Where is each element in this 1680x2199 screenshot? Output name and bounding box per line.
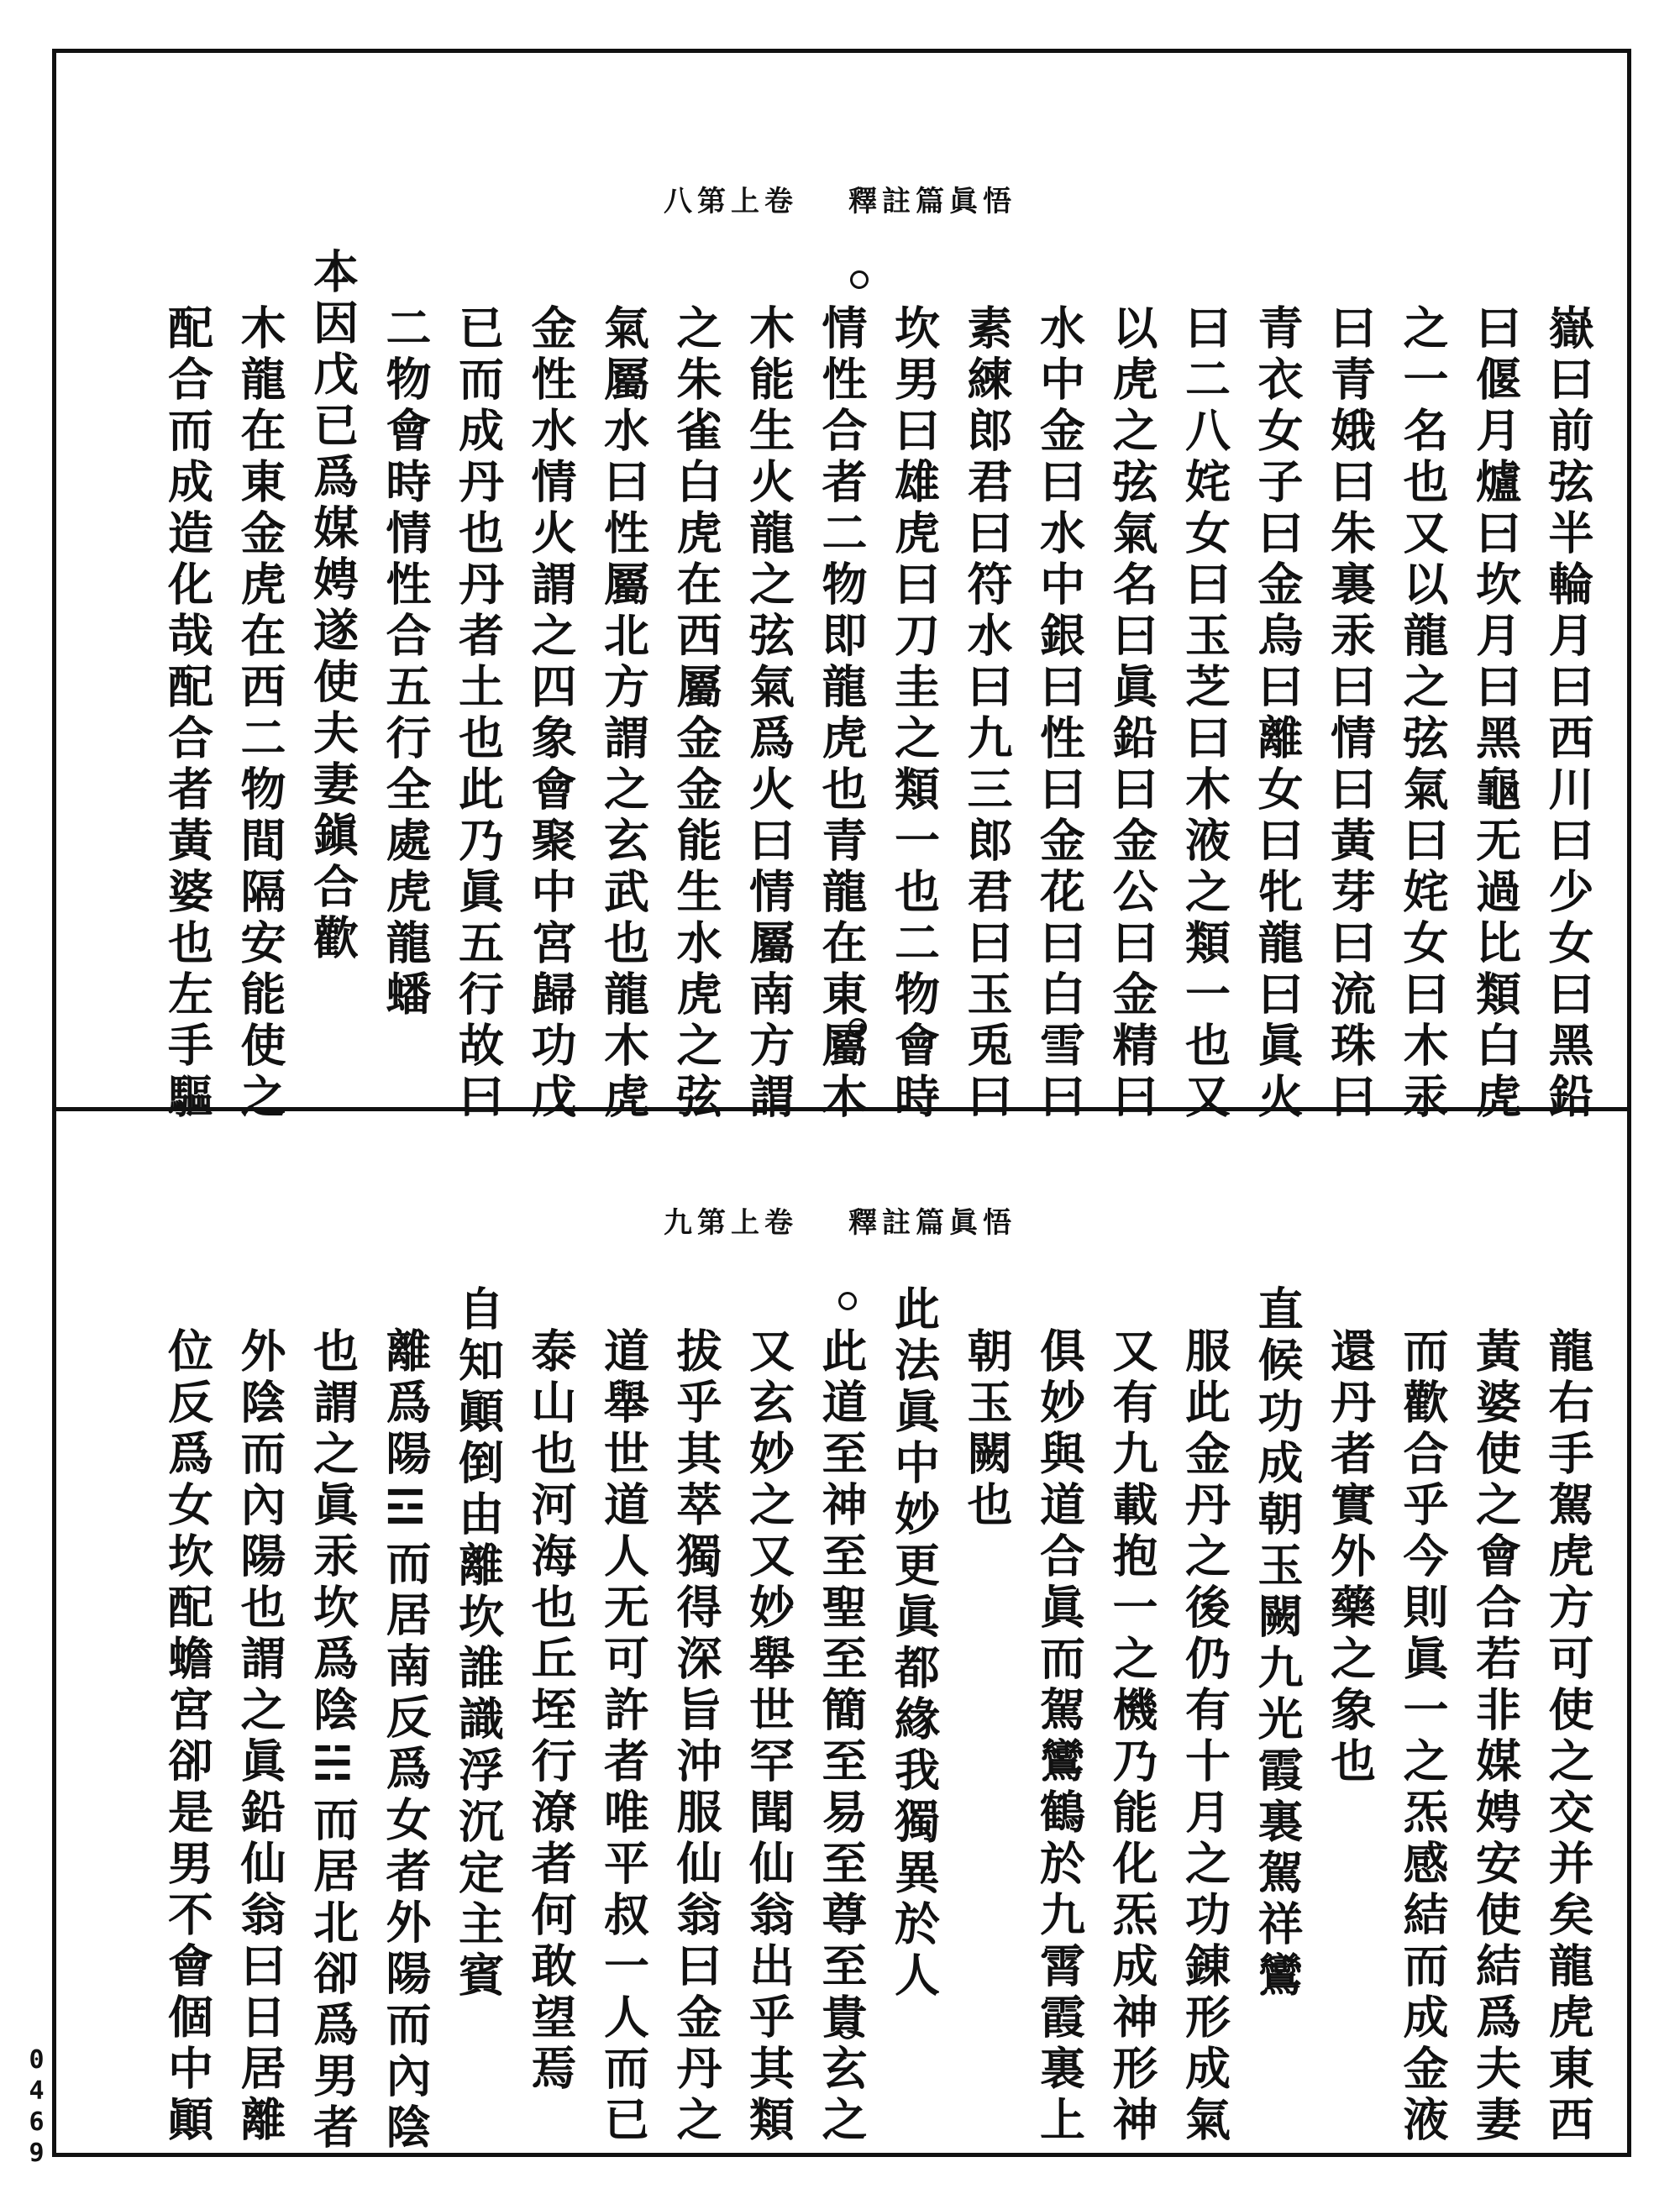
bottom-text-column: 此法眞中妙更眞都緣我獨異於人 — [887, 1285, 942, 2002]
annotation-circle — [838, 2021, 857, 2039]
bottom-text-column: 龍右手駕虎方可使之交并矣龍虎東西 — [1541, 1327, 1595, 2147]
bottom-text-column: 離爲陽☲而居南反爲女者外陽而內陰 — [379, 1327, 433, 2154]
top-header-volume: 八第上卷 — [664, 185, 798, 218]
bottom-header-volume: 九第上卷 — [664, 1206, 798, 1240]
top-text-column: 曰青娥曰朱裏汞曰情曰黃芽曰流珠曰 — [1323, 304, 1378, 1124]
bottom-text-column: 俱妙與道合眞而駕鸞鶴於九霄霞裏上 — [1032, 1327, 1087, 2147]
bottom-text-column: 此道至神至聖至簡至易至尊至貴玄之 — [815, 1327, 869, 2147]
bottom-text-column: 外陰而內陽也謂之眞鉛仙翁曰日居離 — [234, 1327, 287, 2147]
bottom-text-column: 又玄妙之又妙舉世罕聞仙翁出乎其類 — [742, 1327, 796, 2147]
top-running-header — [0, 178, 1680, 219]
top-text-column: 嶽曰前弦半輪月曰西川曰少女曰黑鉛 — [1541, 304, 1595, 1124]
page-number: 0469 — [22, 2045, 51, 2170]
top-text-column: 曰二八姹女曰玉芝曰木液之類一也又 — [1178, 304, 1232, 1124]
annotation-circle — [838, 1292, 857, 1310]
top-text-column: 青衣女子曰金烏曰離女曰牝龍曰眞火 — [1251, 304, 1305, 1124]
top-text-column: 之朱雀白虎在西屬金金能生水虎之弦 — [669, 304, 723, 1124]
top-text-column: 水中金曰水中銀曰性曰金花曰白雪曰 — [1032, 304, 1087, 1124]
bottom-text-column: 拔乎其萃獨得深旨沖服仙翁曰金丹之 — [669, 1327, 723, 2147]
top-text-column: 本因戊已爲媒娉遂使夫妻鎭合歡 — [306, 248, 360, 965]
top-text-column: 以虎之弦氣名曰眞鉛曰金公曰金精曰 — [1105, 304, 1159, 1124]
top-text-column: 素練郎君曰符水曰九三郎君曰玉兎曰 — [960, 304, 1014, 1124]
bottom-text-column: 直候功成朝玉闕九光霞裏駕祥鸞 — [1251, 1285, 1305, 2002]
bottom-text-column: 服此金丹之後仍有十月之功錬形成氣 — [1178, 1327, 1232, 2147]
bottom-text-column: 也謂之眞汞坎爲陰☵而居北卻爲男者 — [306, 1327, 360, 2154]
top-text-column: 已而成丹也丹者土也此乃眞五行故曰 — [451, 304, 506, 1124]
annotation-circle — [850, 270, 869, 289]
bottom-text-column: 朝玉闕也 — [960, 1327, 1014, 1532]
bottom-text-column: 泰山也河海也丘垤行潦者何敢望焉 — [524, 1327, 578, 2096]
bottom-header-title: 釋註篇眞悟 — [848, 1206, 1016, 1240]
top-header-title: 釋註篇眞悟 — [848, 185, 1016, 218]
bottom-text-column: 道舉世道人无可許者唯平叔一人而已 — [596, 1327, 651, 2147]
top-text-column: 木能生火龍之弦氣爲火曰情屬南方謂 — [742, 304, 796, 1124]
bottom-text-column: 還丹者實外藥之象也 — [1323, 1327, 1378, 1788]
top-text-column: 配合而成造化哉配合者黃婆也左手驅 — [160, 304, 215, 1124]
top-text-column: 情性合者二物即龍虎也青龍在東屬木 — [815, 304, 869, 1124]
top-text-column: 之一名也又以龍之弦氣曰姹女曰木汞 — [1396, 304, 1450, 1124]
bottom-text-column: 黃婆使之會合若非媒娉安使結爲夫妻 — [1468, 1327, 1523, 2147]
top-text-column: 曰偃月爐曰坎月曰黑龜无過比類白虎 — [1468, 304, 1523, 1124]
top-text-column: 木龍在東金虎在西二物間隔安能使之 — [234, 304, 287, 1124]
bottom-running-header — [0, 1199, 1680, 1241]
bottom-text-column: 自知顚倒由離坎誰識浮沉定主賓 — [451, 1285, 506, 2002]
top-text-column: 金性水情火謂之四象會聚中宮歸功戊 — [524, 304, 578, 1124]
top-text-column: 氣屬水曰性屬北方謂之玄武也龍木虎 — [596, 304, 651, 1124]
bottom-text-column: 位反爲女坎配蟾宮卻是男不會個中顚 — [160, 1327, 215, 2147]
annotation-circle — [848, 1018, 867, 1037]
top-text-column: 坎男曰雄虎曰刀圭之類一也二物會時 — [887, 304, 942, 1124]
bottom-text-column: 又有九載抱一之機乃能化炁成神形神 — [1105, 1327, 1159, 2147]
top-text-column: 二物會時情性合五行全處虎龍蟠 — [379, 304, 433, 1021]
bottom-text-column: 而歡合乎今則眞一之炁感結而成金液 — [1396, 1327, 1450, 2147]
